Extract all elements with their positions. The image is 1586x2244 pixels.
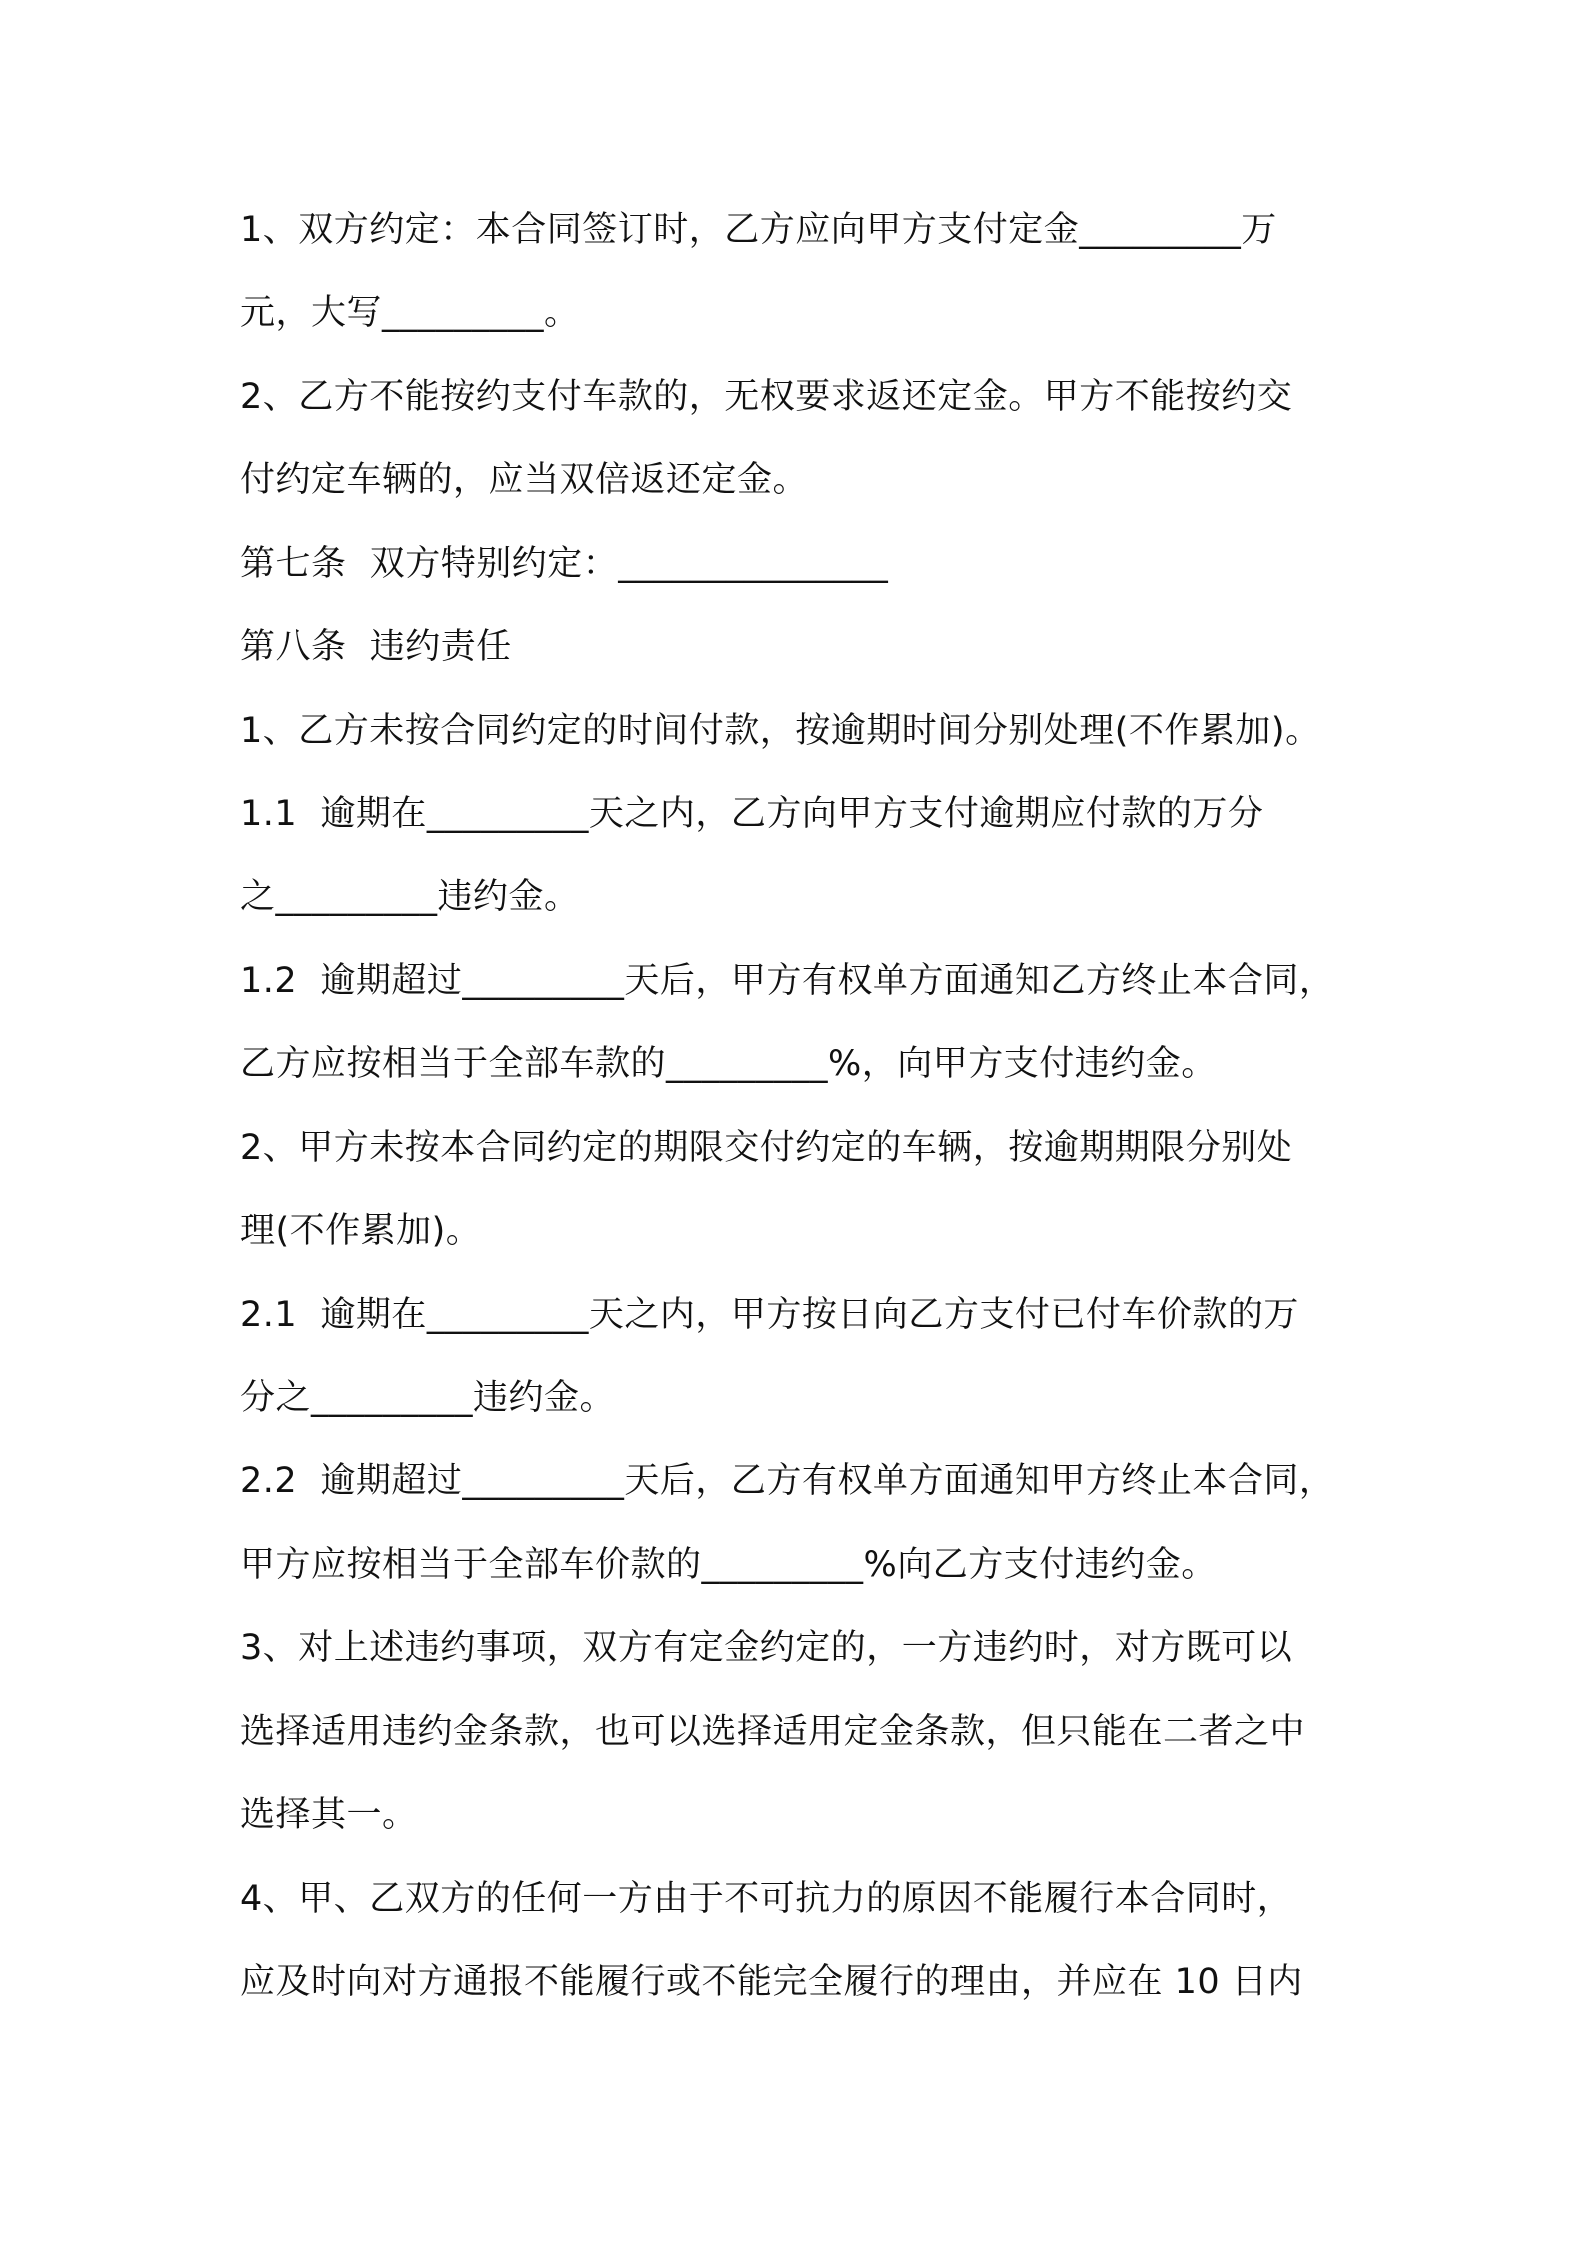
text-line: 1.2 逾期超过_________天后，甲方有权单方面通知乙方终止本合同， [240, 961, 1335, 1001]
article-eight-heading: 第八条 违约责任 [240, 627, 512, 667]
text-line: 2、甲方未按本合同约定的期限交付约定的车辆，按逾期期限分别处 [240, 1128, 1293, 1168]
text-line: 2、乙方不能按约支付车款的，无权要求返还定金。甲方不能按约交 [240, 377, 1293, 417]
text-line: 1.1 逾期在_________天之内，乙方向甲方支付逾期应付款的万分 [240, 794, 1264, 834]
text-line: 分之_________违约金。 [240, 1378, 616, 1418]
text-line: 选择其一。 [240, 1795, 418, 1835]
text-line: 3、对上述违约事项，双方有定金约定的，一方违约时，对方既可以 [240, 1628, 1293, 1668]
text-line: 2.2 逾期超过_________天后，乙方有权单方面通知甲方终止本合同， [240, 1461, 1335, 1501]
article-seven-heading: 第七条 双方特别约定：_______________ [240, 544, 889, 584]
text-line: 1、双方约定：本合同签订时，乙方应向甲方支付定金_________万 [240, 210, 1277, 250]
text-line: 应及时向对方通报不能履行或不能完全履行的理由，并应在 10 日内 [240, 1962, 1303, 2002]
text-line: 4、甲、乙双方的任何一方由于不可抗力的原因不能履行本合同时， [240, 1879, 1293, 1919]
text-line: 之_________违约金。 [240, 877, 580, 917]
text-line: 2.1 逾期在_________天之内，甲方按日向乙方支付已付车价款的万 [240, 1295, 1299, 1335]
text-line: 元，大写_________。 [240, 293, 580, 333]
text-line: 甲方应按相当于全部车价款的_________%向乙方支付违约金。 [240, 1545, 1217, 1585]
text-line: 理(不作累加)。 [240, 1211, 482, 1251]
text-line: 付约定车辆的，应当双倍返还定金。 [240, 460, 809, 500]
text-line: 选择适用违约金条款，也可以选择适用定金条款，但只能在二者之中 [240, 1712, 1306, 1752]
text-line: 乙方应按相当于全部车款的_________%，向甲方支付违约金。 [240, 1044, 1217, 1084]
text-line: 1、乙方未按合同约定的时间付款，按逾期时间分别处理(不作累加)。 [240, 711, 1321, 751]
